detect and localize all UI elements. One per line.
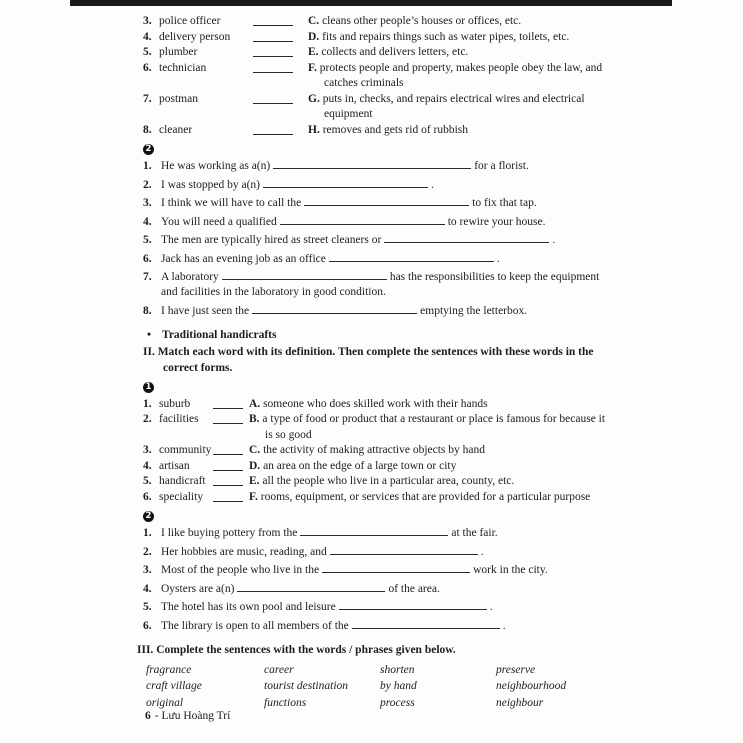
term-label: police officer xyxy=(159,15,221,27)
matching-row xyxy=(143,92,615,123)
word-bank xyxy=(143,662,615,712)
page-footer xyxy=(145,710,230,722)
exercise-iii-number: III. xyxy=(137,643,154,656)
exercise-ii-instruction xyxy=(143,344,615,376)
sentence-before: You will need a qualified xyxy=(161,215,277,228)
item-number: 4. xyxy=(143,30,152,43)
sentence-number: 2. xyxy=(143,545,152,558)
sentence-number: 5. xyxy=(143,234,152,246)
fill-blank xyxy=(329,252,494,262)
sentence-before: I have just seen the xyxy=(161,304,250,317)
sentence-after: . xyxy=(552,234,556,246)
scan-top-edge-bar xyxy=(70,0,672,6)
definition xyxy=(308,92,615,123)
word-bank-item: preserve xyxy=(496,663,536,676)
section-marker xyxy=(143,142,615,155)
definition-letter: E. xyxy=(249,475,260,487)
fill-blank xyxy=(280,215,445,225)
term-label: speciality xyxy=(159,490,204,503)
definition-text: the activity of making attractive objects by hand xyxy=(263,444,486,456)
matching-row xyxy=(143,45,615,61)
term-label: facilities xyxy=(159,413,199,425)
sentence-row xyxy=(143,215,615,230)
sentence-row xyxy=(143,619,615,634)
sentence-row xyxy=(143,526,615,541)
sentence-after: for a florist. xyxy=(474,160,529,172)
word-bank-item: by hand xyxy=(380,680,417,692)
definition-letter: F. xyxy=(308,61,317,74)
author-credit: - Lưu Hoàng Trí xyxy=(154,710,231,722)
sentence-text xyxy=(161,526,615,541)
item-number: 2. xyxy=(143,413,152,425)
definition xyxy=(249,412,615,443)
sentence-number: 7. xyxy=(143,271,152,283)
definition-text: cleans other people’s houses or offices, etc. xyxy=(322,15,522,27)
sentence-row xyxy=(143,159,615,174)
page-content xyxy=(137,14,615,711)
fill-blank xyxy=(322,563,470,573)
matching-row xyxy=(143,459,615,475)
sentence-after: . xyxy=(502,619,506,632)
definition xyxy=(308,14,615,30)
fill-blank xyxy=(304,196,469,206)
item-number: 3. xyxy=(143,15,152,27)
definition-text: all the people who live in a particular area, county, etc. xyxy=(262,475,515,487)
term-label: technician xyxy=(159,61,207,74)
definition-text: rooms, equipment, or services that are provided for a particular purpose xyxy=(260,490,591,503)
circled-number-icon: 2 xyxy=(143,511,154,522)
definition-text: an area on the edge of a large town or city xyxy=(263,459,457,472)
term-label: artisan xyxy=(159,459,190,472)
sentence-before: I think we will have to call the xyxy=(161,197,302,209)
answer-blank xyxy=(213,397,243,409)
term-label: cleaner xyxy=(159,123,193,136)
sentence-number: 4. xyxy=(143,582,152,595)
sentence-before: Most of the people who live in the xyxy=(161,564,320,576)
sentence-before: Jack has an evening job as an office xyxy=(161,252,326,265)
answer-blank xyxy=(253,123,293,135)
sentence-row xyxy=(143,563,615,578)
handicrafts-matching-list xyxy=(143,397,615,506)
sentence-text xyxy=(161,545,615,560)
sentence-before: I was stopped by a(n) xyxy=(161,178,261,191)
matching-row xyxy=(143,14,615,30)
definition xyxy=(308,30,615,46)
exercise-ii-number: II. xyxy=(143,345,155,358)
sentence-row xyxy=(143,252,615,267)
sentence-row xyxy=(143,178,615,193)
exercise-iii-text: Complete the sentences with the words / phrases given below. xyxy=(156,643,456,656)
sentence-text xyxy=(161,600,615,615)
sentence-row xyxy=(143,233,615,248)
sentence-row xyxy=(143,270,615,300)
circled-number-icon: 2 xyxy=(143,144,154,155)
matching-row xyxy=(143,443,615,459)
matching-row xyxy=(143,61,615,92)
word-bank-item: functions xyxy=(264,696,307,709)
word-bank-item: fragrance xyxy=(146,663,192,676)
definition xyxy=(249,459,615,475)
term-label: suburb xyxy=(159,397,191,410)
definition-letter: F. xyxy=(249,490,258,503)
answer-blank xyxy=(213,490,243,502)
fill-blank xyxy=(352,619,500,629)
topic-heading xyxy=(143,327,615,343)
sentence-number: 3. xyxy=(143,197,152,209)
definition-letter: C. xyxy=(308,15,320,27)
matching-row xyxy=(143,397,615,413)
answer-blank xyxy=(253,30,293,42)
item-number: 5. xyxy=(143,46,152,58)
definition-letter: B. xyxy=(249,413,260,425)
definition-text: someone who does skilled work with their hands xyxy=(263,397,488,410)
word-bank-item: career xyxy=(264,663,294,676)
definition xyxy=(308,123,615,139)
sentence-number: 1. xyxy=(143,527,152,539)
definition-text: protects people and property, makes people obey the law, and catches criminals xyxy=(319,61,603,89)
fill-blank xyxy=(330,545,478,555)
word-bank-item: neighbour xyxy=(496,696,544,709)
sentence-text xyxy=(161,159,615,174)
definition-letter: D. xyxy=(249,459,261,472)
sentence-text xyxy=(161,563,615,578)
item-number: 4. xyxy=(143,459,152,472)
sentence-number: 8. xyxy=(143,304,152,317)
matching-row xyxy=(143,30,615,46)
definition-text: a type of food or product that a restaurant or place is famous for because it is so good xyxy=(262,413,606,441)
item-number: 7. xyxy=(143,92,152,105)
item-number: 6. xyxy=(143,61,152,74)
fill-blank xyxy=(222,270,387,280)
exercise-iii-instruction xyxy=(137,642,615,658)
word-bank-item: original xyxy=(146,696,184,709)
sentence-text xyxy=(161,252,615,267)
occupations-matching-list xyxy=(143,14,615,138)
sentence-number: 6. xyxy=(143,252,152,265)
definition-text: removes and gets rid of rubbish xyxy=(322,123,469,136)
answer-blank xyxy=(213,474,243,486)
fill-blank xyxy=(273,159,471,169)
sentence-before: Oysters are a(n) xyxy=(161,582,235,595)
item-number: 3. xyxy=(143,444,152,456)
sentence-text xyxy=(161,178,615,193)
definition-letter: D. xyxy=(308,30,320,43)
sentence-after: . xyxy=(431,178,434,191)
sentence-row xyxy=(143,196,615,211)
definition-letter: H. xyxy=(308,123,320,136)
sentence-row xyxy=(143,545,615,560)
sentence-number: 1. xyxy=(143,160,152,172)
item-number: 6. xyxy=(143,490,152,503)
sentence-after: to rewire your house. xyxy=(447,215,546,228)
sentence-before: Her hobbies are music, reading, and xyxy=(161,545,327,558)
handicrafts-fill-in-list xyxy=(143,526,615,634)
definition xyxy=(249,490,615,506)
definition xyxy=(249,443,615,459)
definition-letter: E. xyxy=(308,46,319,58)
sentence-number: 5. xyxy=(143,601,152,613)
sentence-text xyxy=(161,619,615,634)
sentence-before: He was working as a(n) xyxy=(161,160,271,172)
topic-heading-label: Traditional handicrafts xyxy=(162,328,277,341)
sentence-text xyxy=(161,304,615,319)
fill-blank xyxy=(384,233,549,243)
sentence-text xyxy=(161,196,615,211)
answer-blank xyxy=(213,412,243,424)
fill-blank xyxy=(263,178,428,188)
sentence-after: emptying the letterbox. xyxy=(420,304,528,317)
sentence-before: The library is open to all members of the xyxy=(161,619,349,632)
fill-blank xyxy=(300,526,448,536)
item-number: 5. xyxy=(143,475,152,487)
answer-blank xyxy=(213,459,243,471)
page-number: 6 xyxy=(145,710,151,722)
sentence-after: at the fair. xyxy=(451,527,498,539)
fill-blank xyxy=(339,600,487,610)
definition-letter: A. xyxy=(249,397,261,410)
term-label: plumber xyxy=(159,46,198,58)
sentence-number: 2. xyxy=(143,178,152,191)
definition xyxy=(308,45,615,61)
section-marker xyxy=(143,380,615,393)
fill-blank xyxy=(252,304,417,314)
word-bank-item: neighbourhood xyxy=(496,680,567,692)
answer-blank xyxy=(253,61,293,73)
matching-row xyxy=(143,490,615,506)
exercise-ii-text: Match each word with its definition. Then complete the sentences with these words in the correct forms. xyxy=(157,345,594,374)
sentence-number: 6. xyxy=(143,619,152,632)
sentence-number: 4. xyxy=(143,215,152,228)
definition xyxy=(249,474,615,490)
sentence-before: The men are typically hired as street cleaners or xyxy=(161,234,382,246)
word-bank-item: process xyxy=(380,696,415,709)
definition-letter: C. xyxy=(249,444,261,456)
sentence-after: of the area. xyxy=(388,582,440,595)
definition-text: collects and delivers letters, etc. xyxy=(321,46,469,58)
definition-letter: G. xyxy=(308,92,320,105)
definition-text: fits and repairs things such as water pipes, toilets, etc. xyxy=(322,30,570,43)
term-label: delivery person xyxy=(159,30,231,43)
sentence-text xyxy=(161,582,615,597)
sentence-after: has the responsibilities to keep the equipment and facilities in the laboratory in good condition. xyxy=(161,271,600,298)
item-number: 1. xyxy=(143,397,152,410)
matching-row xyxy=(143,474,615,490)
definition xyxy=(249,397,615,413)
circled-number-icon: 1 xyxy=(143,382,154,393)
sentence-after: to fix that tap. xyxy=(472,197,537,209)
sentence-text xyxy=(161,215,615,230)
section-marker xyxy=(143,509,615,522)
word-bank-item: craft village xyxy=(146,680,202,692)
occupations-fill-in-list xyxy=(143,159,615,319)
sentence-row xyxy=(143,304,615,319)
sentence-after: . xyxy=(480,545,484,558)
sentence-row xyxy=(143,600,615,615)
bullet-icon: • xyxy=(147,328,152,341)
term-label: handicraft xyxy=(159,475,206,487)
fill-blank xyxy=(237,582,385,592)
sentence-after: . xyxy=(496,252,500,265)
term-label: postman xyxy=(159,92,198,105)
word-bank-item: shorten xyxy=(380,663,415,676)
sentence-before: I like buying pottery from the xyxy=(161,527,298,539)
matching-row xyxy=(143,412,615,443)
sentence-after: . xyxy=(489,601,493,613)
sentence-before: A laboratory xyxy=(161,271,219,283)
definition-text: puts in, checks, and repairs electrical wires and electrical equipment xyxy=(322,92,585,120)
sentence-number: 3. xyxy=(143,564,152,576)
answer-blank xyxy=(253,14,293,26)
sentence-after: work in the city. xyxy=(473,564,548,576)
sentence-text xyxy=(161,233,615,248)
sentence-before: The hotel has its own pool and leisure xyxy=(161,601,336,613)
sentence-text xyxy=(161,270,615,300)
word-bank-item: tourist destination xyxy=(264,680,349,692)
item-number: 8. xyxy=(143,123,152,136)
answer-blank xyxy=(213,443,243,455)
sentence-row xyxy=(143,582,615,597)
term-label: community xyxy=(159,444,212,456)
answer-blank xyxy=(253,45,293,57)
definition xyxy=(308,61,615,92)
matching-row xyxy=(143,123,615,139)
answer-blank xyxy=(253,92,293,104)
